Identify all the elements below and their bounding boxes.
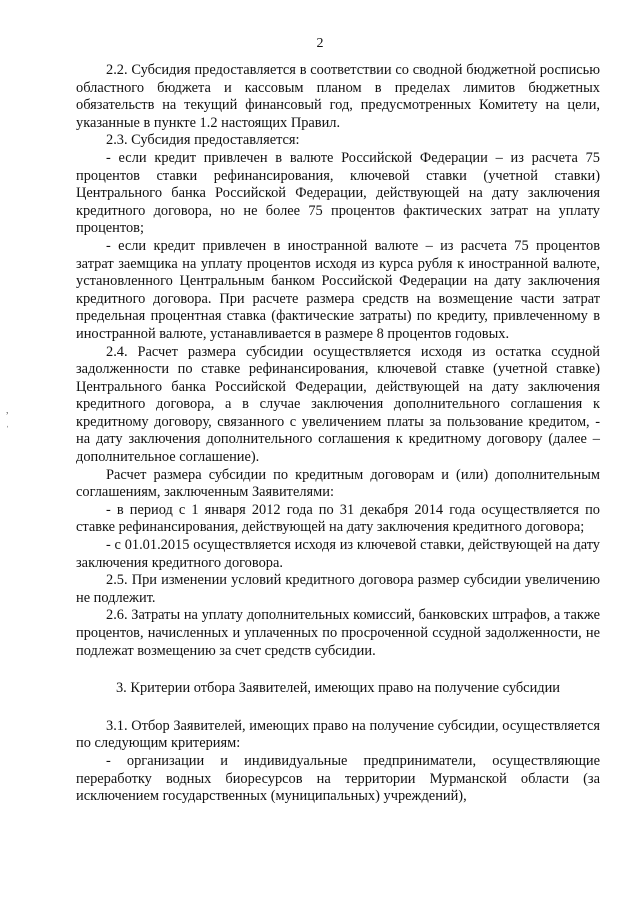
list-item-processing-organizations: - организации и индивидуальные предприниматели, осуществляющие переработку водных биоресурсов на территории Мурманской области (за исключением государственных (муниципальных) учреждений),	[76, 752, 600, 805]
margin-mark: , ˌ	[6, 405, 10, 428]
list-item-ruble-credit: - если кредит привлечен в валюте Российской Федерации – из расчета 75 процентов ставки рефинансирования, ключевой ставки (учетной ставки) Центрального банка Российской Федерации, действующей на дату заключения кредитного договора, но не более 75 процентов фактических затрат на уплату процентов;	[76, 149, 600, 237]
paragraph-calculation: Расчет размера субсидии по кредитным договорам и (или) дополнительным соглашениям, заключенным Заявителями:	[76, 466, 600, 501]
paragraph-2-4: 2.4. Расчет размера субсидии осуществляется исходя из остатка ссудной задолженности по ставке рефинансирования, ключевой ставке (учетной ставке) Центрального банка Российской Федерации, действующей на дату заключения кредитного договора, а в случае заключения дополнительного соглашения к кредитному договору, связанного с увеличением платы за пользование кредитом, - на дату заключения дополнительного соглашения к кредитному договору (далее – дополнительное соглашение).	[76, 343, 600, 466]
paragraph-2-3: 2.3. Субсидия предоставляется:	[106, 132, 300, 149]
list-item-from-2015: - с 01.01.2015 осуществляется исходя из ключевой ставки, действующей на дату заключения кредитного договора.	[76, 537, 600, 571]
list-item-period-2012-2014: - в период с 1 января 2012 года по 31 декабря 2014 года осуществляется по ставке рефинансирования, действующей на дату заключения кредитного договора;	[76, 501, 600, 536]
page-number: 2	[316, 36, 324, 51]
document-body	[76, 62, 600, 806]
paragraph-2-6: 2.6. Затраты на уплату дополнительных комиссий, банковских штрафов, а также процентов, начисленных и уплаченных по просроченной ссудной задолженности, не подлежат возмещению за счет средств субсидии.	[76, 607, 600, 659]
section-3-heading: 3. Критерии отбора Заявителей, имеющих право на получение субсидии	[115, 680, 560, 697]
paragraph-2-5: 2.5. При изменении условий кредитного договора размер субсидии увеличению не подлежит.	[76, 572, 600, 606]
paragraph-2-2: 2.2. Субсидия предоставляется в соответствии со сводной бюджетной росписью областного бюджета и кассовым планом в пределах лимитов бюджетных обязательств на текущий финансовый год, предусмотренных Комитету на цели, указанные в пункте 1.2 настоящих Правил.	[76, 62, 600, 131]
paragraph-3-1: 3.1. Отбор Заявителей, имеющих право на получение субсидии, осуществляется по следующим критериям:	[76, 717, 600, 752]
list-item-foreign-credit: - если кредит привлечен в иностранной валюте – из расчета 75 процентов затрат заемщика на уплату процентов исходя из курса рубля к иностранной валюте, установленного Центральным банком Российской Федерации на дату заключения кредитного договора. При расчете размера средств на возмещение части затрат предельная процентная ставка (фактические затраты) по кредиту, привлеченному в иностранной валюте, устанавливается в размере 8 процентов годовых.	[76, 237, 600, 342]
